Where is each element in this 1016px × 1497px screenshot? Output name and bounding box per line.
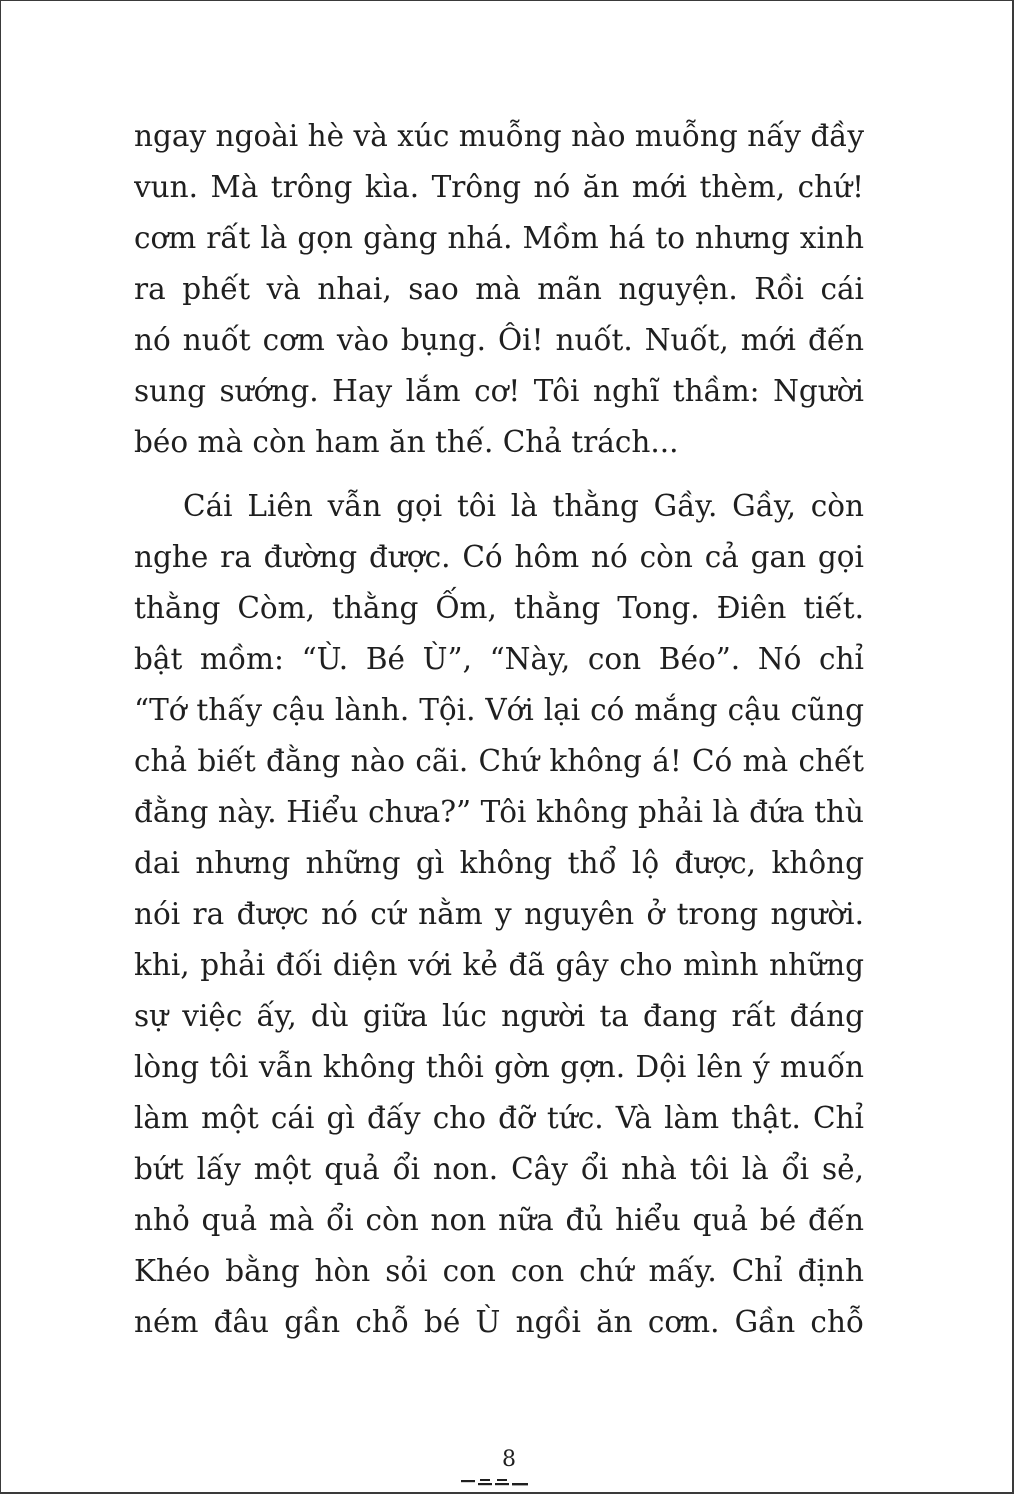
text-line: làm một cái gì đấy cho đỡ tức. Và làm thật. Chỉ xyxy=(134,1101,864,1135)
text-line: ra phết và nhai, sao mà mãn nguyện. Rồi cái xyxy=(134,272,864,306)
text-line: nói ra được nó cứ nằm y nguyên ở trong người. xyxy=(134,897,864,931)
text-line: khi, phải đối diện với kẻ đã gây cho mình những xyxy=(134,948,864,982)
page-number: 8 xyxy=(502,1447,516,1472)
text-line: nhỏ quả mà ổi còn non nữa đủ hiểu quả bé đến xyxy=(134,1203,864,1237)
text-line: đằng này. Hiểu chưa?” Tôi không phải là đứa thù xyxy=(134,795,864,829)
text-line: vun. Mà trông kìa. Trông nó ăn mới thèm, chứ! xyxy=(134,170,864,204)
text-line: bứt lấy một quả ổi non. Cây ổi nhà tôi là ổi sẻ, xyxy=(134,1152,864,1186)
text-line: ném đâu gần chỗ bé Ù ngồi ăn cơm. Gần chỗ xyxy=(134,1305,864,1339)
text-line: sung sướng. Hay lắm cơ! Tôi nghĩ thầm: Người xyxy=(134,374,864,408)
text-line: sự việc ấy, dù giữa lúc người ta đang rất đáng xyxy=(134,999,864,1033)
text-line: cơm rất là gọn gàng nhá. Mồm há to nhưng xinh xyxy=(134,221,864,255)
text-line: Cái Liên vẫn gọi tôi là thằng Gầy. Gầy, còn xyxy=(183,489,864,523)
text-line: “Tớ thấy cậu lành. Tội. Với lại có mắng cậu cũng xyxy=(134,693,864,727)
text-line: ngay ngoài hè và xúc muỗng nào muỗng nấy đầy xyxy=(134,119,864,153)
text-line: lòng tôi vẫn không thôi gờn gợn. Dội lên ý muốn xyxy=(134,1050,864,1084)
text-line: Khéo bằng hòn sỏi con con chứ mấy. Chỉ định xyxy=(134,1254,864,1288)
text-line: bật mồm: “Ù. Bé Ù”, “Này, con Béo”. Nó chỉ xyxy=(134,642,864,676)
paragraph-1 xyxy=(134,111,864,468)
text-line: nghe ra đường được. Có hôm nó còn cả gan gọi xyxy=(134,540,864,574)
text-line: chả biết đằng nào cãi. Chứ không á! Có mà chết xyxy=(134,744,864,778)
text-line: thằng Còm, thằng Ốm, thằng Tong. Điên tiết. xyxy=(134,591,864,625)
text-line: nó nuốt cơm vào bụng. Ôi! nuốt. Nuốt, mới đến xyxy=(134,323,864,357)
paragraph-2 xyxy=(134,481,864,1348)
text-line: béo mà còn ham ăn thế. Chả trách... xyxy=(134,425,679,459)
body-text xyxy=(134,111,864,1348)
text-line: dai nhưng những gì không thổ lộ được, không xyxy=(134,846,864,880)
dashed-line-ornament-icon xyxy=(461,1478,531,1488)
